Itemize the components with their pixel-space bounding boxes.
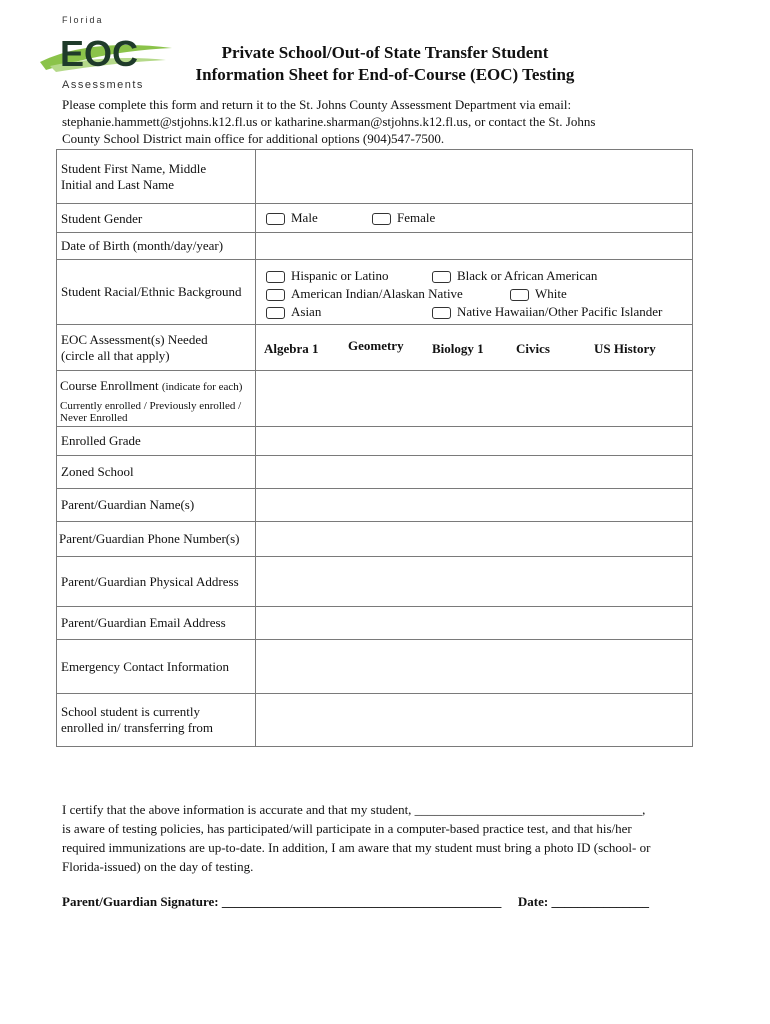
- page-title: [160, 42, 610, 86]
- enrollment-input[interactable]: [256, 371, 693, 427]
- hispanic-checkbox-icon[interactable]: [266, 271, 285, 283]
- school-input[interactable]: [256, 694, 693, 747]
- white-label: White: [535, 286, 567, 301]
- zoned-school-input[interactable]: [256, 456, 693, 489]
- female-checkbox-icon[interactable]: [372, 213, 391, 225]
- race-black-option[interactable]: [432, 268, 597, 284]
- asian-checkbox-icon[interactable]: [266, 307, 285, 319]
- race-options: [256, 260, 693, 325]
- eoc-label-line-2: (circle all that apply): [61, 347, 170, 363]
- eoc-label-line-1: EOC Assessment(s) Needed: [61, 331, 208, 347]
- race-white-option[interactable]: [510, 286, 567, 302]
- asian-label: Asian: [291, 304, 322, 319]
- guardian-phone-label: Parent/Guardian Phone Number(s): [57, 522, 256, 557]
- male-label: Male: [291, 210, 318, 225]
- logo-mark: EOC: [60, 33, 139, 74]
- name-input[interactable]: [256, 150, 693, 204]
- enrollment-label-main: Course Enrollment: [60, 378, 159, 393]
- gender-label: Student Gender: [57, 204, 256, 233]
- cert-line-2: is aware of testing policies, has participated/will participate in a computer-based practice test, and that his/her: [62, 821, 632, 836]
- emergency-input[interactable]: [256, 640, 693, 694]
- eoc-course-options: [256, 325, 693, 371]
- course-geometry[interactable]: Geometry: [348, 338, 404, 353]
- grade-label: Enrolled Grade: [57, 427, 256, 456]
- guardian-address-label: Parent/Guardian Physical Address: [57, 557, 256, 607]
- gender-options: [256, 204, 693, 233]
- intro-line-3: County School District main office for additional options (904)547-7500.: [62, 131, 445, 146]
- cert-line-3: required immunizations are up-to-date. In addition, I am aware that my student must bring a photo ID (school- or: [62, 840, 651, 855]
- course-algebra[interactable]: Algebra 1: [264, 341, 319, 356]
- eoc-label: [57, 325, 256, 371]
- school-label: [57, 694, 256, 747]
- pacific-label: Native Hawaiian/Other Pacific Islander: [457, 304, 663, 319]
- title-line-1: Private School/Out-of State Transfer Student: [221, 43, 549, 62]
- school-label-line-1: School student is currently: [61, 704, 201, 719]
- instructions: [62, 96, 722, 147]
- intro-line-1: Please complete this form and return it to the St. Johns County Assessment Department via email:: [62, 97, 572, 112]
- course-civics[interactable]: Civics: [516, 341, 550, 356]
- certification-text: [62, 800, 722, 876]
- female-label: Female: [397, 210, 436, 225]
- name-label-line-1: Student First Name, Middle: [61, 160, 207, 176]
- guardian-address-input[interactable]: [256, 557, 693, 607]
- guardian-name-label: Parent/Guardian Name(s): [57, 489, 256, 522]
- zoned-school-label: Zoned School: [57, 456, 256, 489]
- name-label-line-2: Initial and Last Name: [61, 176, 174, 192]
- intro-line-2: stephanie.hammett@stjohns.k12.fl.us or katharine.sharman@stjohns.k12.fl.us, or contact the St. Johns: [62, 114, 596, 129]
- race-american-indian-option[interactable]: [266, 286, 463, 302]
- title-line-2: Information Sheet for End-of-Course (EOC) Testing: [195, 65, 575, 84]
- gender-male-option[interactable]: [266, 210, 318, 226]
- enrollment-sub-line-2: Never Enrolled: [60, 412, 128, 424]
- race-label: Student Racial/Ethnic Background: [57, 260, 256, 325]
- race-asian-option[interactable]: [266, 304, 321, 320]
- signature-line: [62, 894, 649, 910]
- date-field[interactable]: Date: _______________: [517, 894, 649, 909]
- logo-top-text: Florida: [62, 15, 104, 25]
- race-hispanic-option[interactable]: [266, 268, 388, 284]
- black-checkbox-icon[interactable]: [432, 271, 451, 283]
- enrollment-sub-line-1: Currently enrolled / Previously enrolled /: [60, 400, 242, 412]
- school-label-line-2: enrolled in/ transferring from: [61, 720, 213, 735]
- signature-field[interactable]: Parent/Guardian Signature: ___________________________________________: [62, 894, 502, 909]
- cert-line-4: Florida-issued) on the day of testing.: [62, 859, 254, 874]
- pacific-checkbox-icon[interactable]: [432, 307, 451, 319]
- black-label: Black or African American: [457, 268, 598, 283]
- logo-bottom-text: Assessments: [62, 79, 144, 91]
- race-pacific-option[interactable]: [432, 304, 662, 320]
- gender-female-option[interactable]: [372, 210, 435, 226]
- dob-label: Date of Birth (month/day/year): [57, 233, 256, 260]
- male-checkbox-icon[interactable]: [266, 213, 285, 225]
- eoc-logo: [36, 14, 176, 94]
- enrollment-label: [57, 371, 256, 427]
- guardian-name-input[interactable]: [256, 489, 693, 522]
- guardian-email-input[interactable]: [256, 607, 693, 640]
- guardian-email-label: Parent/Guardian Email Address: [57, 607, 256, 640]
- hispanic-label: Hispanic or Latino: [291, 268, 389, 283]
- american-indian-checkbox-icon[interactable]: [266, 289, 285, 301]
- course-us-history[interactable]: US History: [594, 341, 656, 356]
- guardian-phone-input[interactable]: [256, 522, 693, 557]
- course-biology[interactable]: Biology 1: [432, 341, 484, 356]
- student-info-form: [56, 149, 693, 747]
- enrollment-label-note: (indicate for each): [161, 381, 243, 393]
- cert-line-1: I certify that the above information is accurate and that my student, ___________________________________,: [62, 802, 646, 817]
- white-checkbox-icon[interactable]: [510, 289, 529, 301]
- emergency-label: Emergency Contact Information: [57, 640, 256, 694]
- dob-input[interactable]: [256, 233, 693, 260]
- name-label: [57, 150, 256, 204]
- grade-input[interactable]: [256, 427, 693, 456]
- american-indian-label: American Indian/Alaskan Native: [291, 286, 463, 301]
